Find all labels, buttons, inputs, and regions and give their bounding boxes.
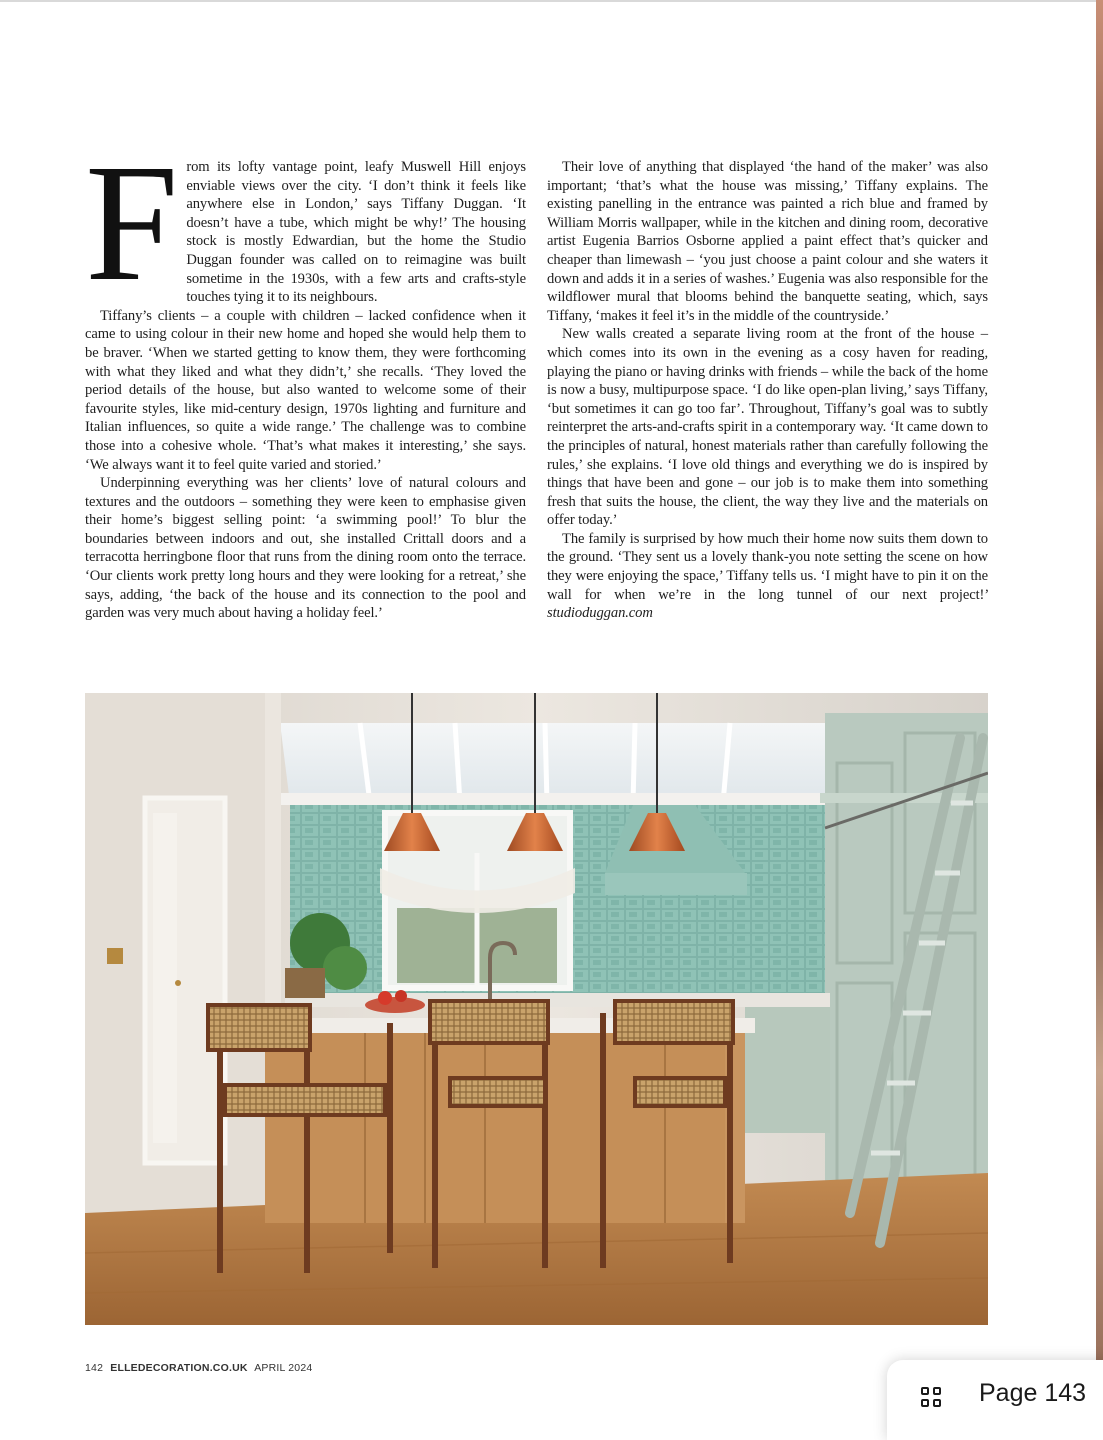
paragraph: Tiffany’s clients – a couple with children – lacked confidence when it came to using colour in their new home and hoped she would help them to be braver. ‘When we started getting to know them, they were forthcoming with what they liked and what they didn’t,’ she recalls. ‘They loved the period details of the house, but also wanted to welcome some of their favourite styles, like mid-century design, 1970s lighting and furniture and Italian influences, so quite a wide range.’ The challenge was to combine those into a cohesive whole. ‘That’s what makes it interesting,’ she says. ‘We always want it to feel quite varied and storied.’ <box>85 307 526 473</box>
paragraph: New walls created a separate living room at the front of the house – which comes into its own in the evening as a cosy haven for reading, playing the piano or having drinks with friends – while the back of the home is now a busy, multipurpose space. ‘I do like open-plan living,’ says Tiffany, ‘but sometimes it can go too far’. Throughout, Tiffany’s goal was to subtly reinterpret the arts-and-crafts spirit in a contemporary way. ‘It came down to the principles of natural, honest materials rather than carefully following the rules,’ she explains. ‘I love old things and everything we do is inspired by things that have been and gone – our job is to make them into something fresh that suits the house, the client, the way they live and the materials on offer today.’ <box>547 326 988 529</box>
paragraph: The family is surprised by how much their home now suits them down to the ground. ‘They sent us a lovely thank-you note setting the scene on how they were enjoying the space,’ Tiffany tells us. ‘I might have to pin it on the wall for when we’re in the long tunnel of our next project!’ studioduggan.com <box>547 530 988 622</box>
grid-icon[interactable] <box>921 1387 945 1411</box>
drop-cap: F <box>85 130 179 316</box>
kitchen-photo <box>85 693 988 1325</box>
grid-cell <box>933 1399 941 1407</box>
paragraph: Underpinning everything was her clients’ love of natural colours and textures and the outdoors – something they were keen to emphasise given their home’s biggest selling point: ‘a swimming pool!’ To blur the boundaries between indoors and out, she installed Crittall doors and a terracotta herringbone floor that runs from the dining room onto the terrace. ‘Our clients work pretty long hours and they were looking for a retreat,’ she says, adding, ‘the back of the house and its connection to the pool and garden was very much about having a holiday feel.’ <box>85 475 526 622</box>
footer-site: ELLEDECORATION.CO.UK <box>110 1362 248 1374</box>
grid-cell <box>933 1387 941 1395</box>
website-link: studioduggan.com <box>547 605 653 622</box>
footer-issue: APRIL 2024 <box>254 1362 313 1374</box>
paragraph: Their love of anything that displayed ‘the hand of the maker’ was also important; ‘that’s what the house was missing,’ Tiffany explains. The existing panelling in the entrance was painted a rich blue and framed by William Morris wallpaper, while in the kitchen and dining room, decorative artist Eugenia Barrios Osborne applied a paint effect that’s quicker and cheaper than limewash – ‘you just choose a paint colour and she waters it down and adds it in a series of washes.’ Eugenia was also responsible for the wildflower mural that blooms behind the banquette seating, which, says Tiffany, ‘makes it feel it’s in the middle of the countryside.’ <box>547 159 988 324</box>
grid-cell <box>921 1387 929 1395</box>
next-page-edge <box>1096 0 1103 1428</box>
kitchen-illustration <box>85 693 988 1325</box>
article-column-left <box>85 130 526 623</box>
article-column-right <box>547 158 988 623</box>
page-footer <box>85 1362 312 1374</box>
page-indicator[interactable] <box>887 1360 1103 1440</box>
page-label: Page 143 <box>979 1379 1087 1407</box>
top-border <box>0 0 1096 2</box>
paragraph: From its lofty vantage point, leafy Muswell Hill enjoys enviable views over the city. ‘I don’t think it feels like anywhere else in London,’ says Tiffany Duggan. ‘It doesn’t have a tube, which might be why!’ The housing stock is mostly Edwardian, but the home the Studio Duggan founder was called on to reimagine was built sometime in the 1930s, with a few arts and crafts-style touches tying it to its neighbours. <box>85 130 526 316</box>
page-number: 142 <box>85 1362 104 1374</box>
grid-cell <box>921 1399 929 1407</box>
